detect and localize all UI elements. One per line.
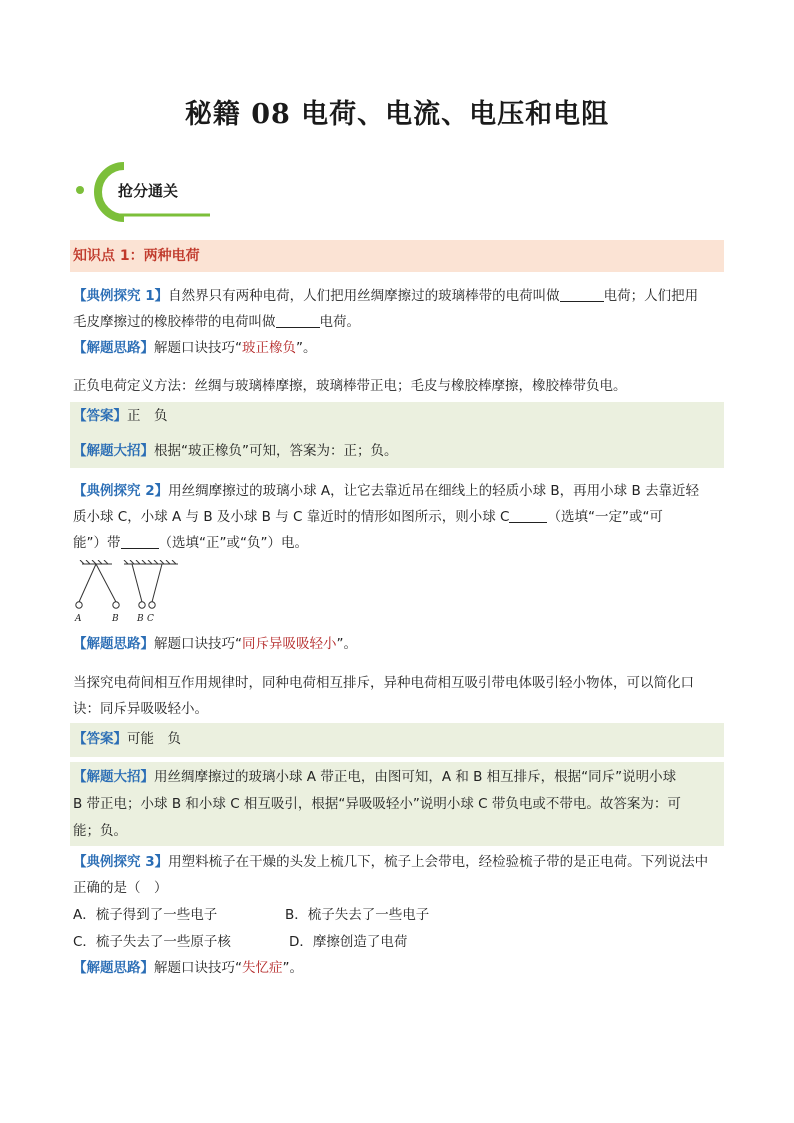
ex2-question-line2: 质小球 C，小球 A 与 B 及小球 B 与 C 靠近时的情形如图所示，则小球 C （选填“一定”或“可 <box>73 509 663 525</box>
blank-field <box>560 287 604 302</box>
pendulum-figure <box>70 560 190 630</box>
logo-label: 抢分通关 <box>118 182 179 200</box>
ex2-question-line1: 【典例探究 2】用丝绸摩擦过的玻璃小球 A，让它去靠近吊在细线上的轻质小球 B，再用小球 B 去靠近轻 <box>73 483 700 499</box>
option-a: A．梳子得到了一些电子 <box>73 907 218 923</box>
ex2-method-line1: 【解题大招】用丝绸摩擦过的玻璃小球 A 带正电，由图可知，A 和 B 相互排斥，根据“同斥”说明小球 <box>73 769 677 785</box>
option-c: C．梳子失去了一些原子核 <box>73 934 231 950</box>
ex2-method-line2: B 带正电；小球 B 和小球 C 相互吸引，根据“异吸吸轻小”说明小球 C 带负电或不带电。故答案为：可 <box>73 796 681 812</box>
ex1-question-line2: 毛皮摩擦过的橡胶棒带的电荷叫做 电荷。 <box>73 314 360 330</box>
ex3-question-line1: 【典例探究 3】用塑料梳子在干燥的头发上梳几下，梳子上会带电，经检验梳子带的是正电荷。下列说法中 <box>73 854 709 870</box>
figure-label-c: C <box>147 614 154 624</box>
ex3-options-row1 <box>73 905 723 925</box>
ex2-explanation-line1: 当探究电荷间相互作用规律时，同种电荷相互排斥，异种电荷相互吸引带电体吸引轻小物体，可以简化口 <box>73 675 694 691</box>
ex1-answer: 【答案】正 负 <box>73 408 168 424</box>
page-title: 秘籍 08 电荷、电流、电压和电阻 <box>184 99 610 130</box>
ex1-hint: 【解题思路】解题口诀技巧“玻正橡负”。 <box>73 340 317 356</box>
option-b: B．梳子失去了一些电子 <box>285 907 430 923</box>
ex2-method-line3: 能；负。 <box>73 823 127 839</box>
ex2-answer: 【答案】可能 负 <box>73 731 181 747</box>
option-d: D．摩擦创造了电荷 <box>289 934 408 950</box>
ex3-options-row2 <box>73 932 723 952</box>
blank-field <box>509 508 547 523</box>
ex2-question-line3: 能”）带 （选填“正”或“负”）电。 <box>73 535 308 551</box>
ex2-explanation-line2: 诀：同斥异吸吸轻小。 <box>73 701 208 717</box>
ex1-question-line1: 【典例探究 1】自然界只有两种电荷，人们把用丝绸摩擦过的玻璃棒带的电荷叫做 电荷；人们把用 <box>73 288 699 304</box>
blank-field <box>276 313 320 328</box>
figure-label-a: A <box>75 614 82 624</box>
ex3-hint: 【解题思路】解题口诀技巧“失忆症”。 <box>73 960 303 976</box>
figure-label-b2: B <box>137 614 144 624</box>
ex2-hint: 【解题思路】解题口诀技巧“同斥异吸吸轻小”。 <box>73 636 357 652</box>
knowledge-point-title: 知识点 1：两种电荷 <box>73 248 200 264</box>
figure-label-b: B <box>112 614 119 624</box>
blank-field <box>121 534 159 549</box>
ex3-question-line2: 正确的是（ ） <box>73 880 168 896</box>
ex1-method: 【解题大招】根据“玻正橡负”可知，答案为：正；负。 <box>73 443 398 459</box>
ex1-explanation: 正负电荷定义方法：丝绸与玻璃棒摩擦，玻璃棒带正电；毛皮与橡胶棒摩擦，橡胶棒带负电。 <box>73 378 627 394</box>
